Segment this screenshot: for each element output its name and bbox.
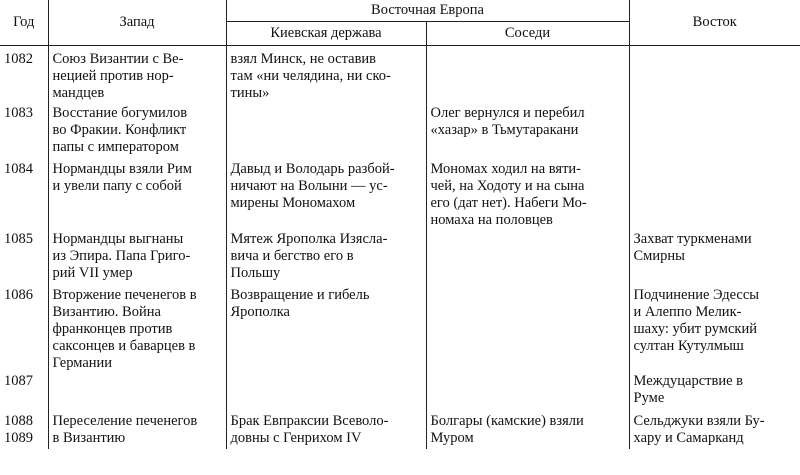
header-year: Год [0, 0, 48, 46]
cell-year [0, 46, 48, 106]
cell-neighbors [426, 161, 629, 231]
cell-line: Ярополка [230, 304, 290, 320]
cell-west [48, 105, 226, 161]
cell-line: Польшу [230, 265, 281, 281]
cell-line: взял Минск, не оставив [230, 51, 377, 67]
cell-line: Восстание богумилов [52, 105, 188, 121]
cell-line: Переселение печенегов [52, 413, 198, 429]
cell-line: Возвращение и гибель [230, 287, 370, 303]
cell-line: вича и бегство его в [230, 248, 354, 264]
cell-neighbors [426, 231, 629, 287]
cell-line: ничают на Волыни — ус- [230, 178, 388, 194]
cell-line: мандцев [52, 85, 105, 101]
cell-line: рий VII умер [52, 265, 133, 281]
table-row [0, 287, 800, 373]
header-kiev: Киевская держава [226, 22, 426, 46]
cell-line: во Фракии. Конфликт [52, 122, 187, 138]
cell-line: саксонцев и баварцев в [52, 338, 196, 354]
cell-neighbors [426, 46, 629, 106]
cell-line: довны с Генрихом IV [230, 430, 362, 446]
cell-neighbors [426, 373, 629, 413]
cell-year [0, 161, 48, 231]
cell-line: Захват туркменами [633, 231, 752, 247]
cell-line: Германии [52, 355, 113, 371]
cell-line: Нормандцы выгнаны [52, 231, 184, 247]
cell-kiev [226, 231, 426, 287]
cell-line: Союз Византии с Ве- [52, 51, 184, 67]
cell-line: и Алеппо Мелик- [633, 304, 742, 320]
cell-orient [629, 287, 800, 373]
cell-line: Мятеж Ярополка Изясла- [230, 231, 388, 247]
cell-line: номаха на половцев [430, 212, 553, 228]
header-west: Запад [48, 0, 226, 46]
cell-orient [629, 46, 800, 106]
table-row [0, 161, 800, 231]
header-neighbors: Соседи [426, 22, 629, 46]
cell-kiev [226, 105, 426, 161]
cell-line: в Византию [52, 430, 126, 446]
cell-line: Междуцарствие в [633, 373, 744, 389]
cell-kiev [226, 373, 426, 413]
cell-orient [629, 413, 800, 449]
cell-kiev [226, 46, 426, 106]
cell-west [48, 287, 226, 373]
table-row [0, 413, 800, 449]
table-row [0, 46, 800, 106]
cell-orient [629, 373, 800, 413]
table-row [0, 231, 800, 287]
cell-west [48, 46, 226, 106]
cell-year [0, 287, 48, 373]
cell-line: Муром [430, 430, 474, 446]
cell-orient [629, 231, 800, 287]
cell-line: Руме [633, 390, 665, 406]
cell-line: из Эпира. Папа Григо- [52, 248, 191, 264]
cell-line: «хазар» в Тьмутаракани [430, 122, 579, 138]
cell-line: франконцев против [52, 321, 173, 337]
cell-line: нецией против нор- [52, 68, 174, 84]
cell-line: 1087 [4, 373, 33, 389]
cell-line: чей, на Ходоту и на сына [430, 178, 585, 194]
cell-west [48, 413, 226, 449]
cell-line: 1083 [4, 105, 33, 121]
cell-line: папы с императором [52, 139, 179, 155]
cell-orient [629, 105, 800, 161]
cell-line: тины» [230, 85, 270, 101]
cell-line: Нормандцы взяли Рим [52, 161, 192, 177]
cell-line: Болгары (камские) взяли [430, 413, 584, 429]
cell-line: Олег вернулся и перебил [430, 105, 585, 121]
cell-line: 1085 [4, 231, 33, 247]
cell-line: Мономах ходил на вяти- [430, 161, 582, 177]
table-row [0, 105, 800, 161]
cell-line: его (дат нет). Набеги Мо- [430, 195, 587, 211]
cell-west [48, 231, 226, 287]
header-east-europe: Восточная Европа [226, 0, 629, 22]
cell-line: Давыд и Володарь разбой- [230, 161, 395, 177]
cell-year [0, 231, 48, 287]
cell-neighbors [426, 287, 629, 373]
cell-line: 1086 [4, 287, 33, 303]
cell-neighbors [426, 413, 629, 449]
cell-neighbors [426, 105, 629, 161]
cell-line: Брак Евпраксии Всеволо- [230, 413, 389, 429]
cell-orient [629, 161, 800, 231]
cell-line: 1084 [4, 161, 33, 177]
cell-line: Сельджуки взяли Бу- [633, 413, 765, 429]
cell-line: 1089 [4, 430, 33, 446]
cell-line: шаху: убит румский [633, 321, 757, 337]
cell-line: 1082 [4, 51, 33, 67]
cell-line: хару и Самарканд [633, 430, 744, 446]
cell-year [0, 413, 48, 449]
cell-line: и увели папу с собой [52, 178, 182, 194]
cell-line: там «ни челядина, ни ско- [230, 68, 391, 84]
cell-year [0, 105, 48, 161]
cell-line: Подчинение Эдессы [633, 287, 760, 303]
cell-kiev [226, 161, 426, 231]
table-row [0, 373, 800, 413]
cell-year [0, 373, 48, 413]
header-orient: Восток [629, 0, 800, 46]
cell-line: мирены Мономахом [230, 195, 356, 211]
cell-kiev [226, 413, 426, 449]
cell-west [48, 373, 226, 413]
cell-line: Византию. Война [52, 304, 161, 320]
cell-line: Вторжение печенегов в [52, 287, 197, 303]
cell-west [48, 161, 226, 231]
cell-line: 1088 [4, 413, 33, 429]
cell-line: Смирны [633, 248, 685, 264]
cell-kiev [226, 287, 426, 373]
cell-line: султан Кутулмыш [633, 338, 744, 354]
